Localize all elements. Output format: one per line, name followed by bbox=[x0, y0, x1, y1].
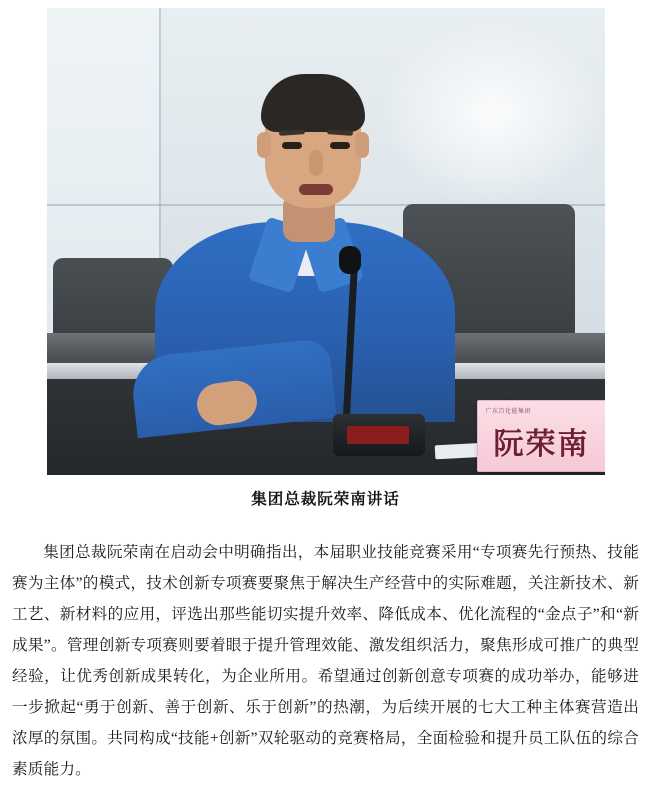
article-paragraph: 集团总裁阮荣南在启动会中明确指出，本届职业技能竞赛采用“专项赛先行预热、技能赛为主体”的模式，技术创新专项赛要聚焦于解决生产经营中的实际难题，关注新技术、新工艺、新材料的应用，评选出那些能切实提升效率、降低成本、优化流程的“金点子”和“新成果”。管理创新专项赛则要着眼于提升管理效能、激发组织活力，聚焦形成可推广的典型经验，让优秀创新成果转化，为企业所用。希望通过创新创意专项赛的成功举办，能够进一步掀起“勇于创新、善于创新、乐于创新”的热潮，为后续开展的七大工种主体赛营造出浓厚的氛围。共同构成“技能+创新”双轮驱动的竞赛格局，全面检验和提升员工队伍的综合素质能力。 bbox=[12, 544, 639, 778]
microphone-head bbox=[339, 246, 361, 274]
person-hair bbox=[261, 74, 365, 132]
desk-nameplate bbox=[477, 400, 605, 472]
person-eye-right bbox=[330, 142, 350, 149]
figure-caption: 集团总裁阮荣南讲话 bbox=[251, 491, 400, 508]
person-mouth bbox=[299, 184, 333, 195]
person-nose bbox=[309, 150, 323, 176]
person-ear-left bbox=[257, 132, 271, 158]
person-eye-left bbox=[282, 142, 302, 149]
article-body bbox=[12, 537, 639, 785]
photograph bbox=[47, 8, 605, 475]
microphone-display bbox=[347, 426, 409, 444]
window-glare bbox=[377, 18, 605, 208]
nameplate-name: 阮荣南 bbox=[493, 428, 590, 461]
person-ear-right bbox=[355, 132, 369, 158]
nameplate-organization: 广东百化能集团 bbox=[485, 409, 532, 415]
